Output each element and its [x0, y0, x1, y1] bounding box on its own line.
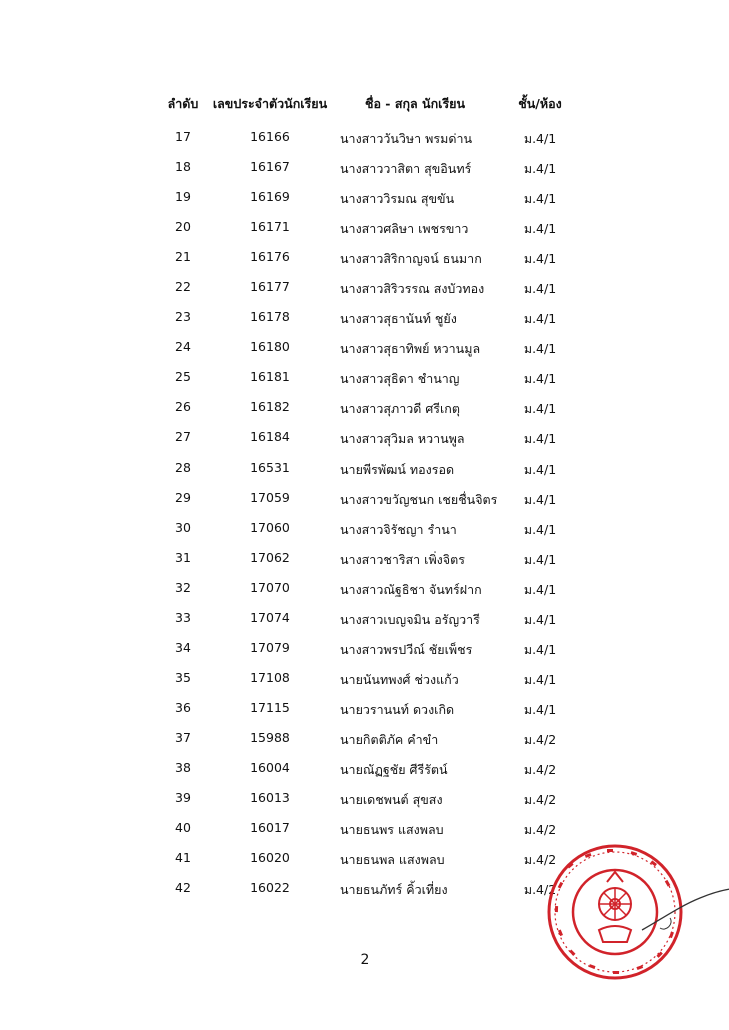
table-row	[0, 489, 729, 519]
row-room: ม.4/2	[523, 731, 557, 747]
row-name: นายพีรพัฒน์ ทองรอด	[340, 461, 455, 477]
table-row	[0, 308, 729, 338]
row-no: 40	[175, 820, 191, 836]
row-name: นางสาวศลิษา เพชรขาว	[340, 221, 469, 237]
row-name: นายเดชพนต์ สุขสง	[340, 792, 443, 808]
row-student-id: 17070	[250, 579, 290, 595]
row-student-id: 16169	[250, 189, 290, 205]
table-row	[0, 218, 729, 248]
row-name: นางสาววันวิษา พรมด่าน	[340, 131, 473, 146]
row-room: ม.4/1	[523, 371, 557, 387]
row-no: 26	[175, 399, 191, 415]
row-name: นายธนภัทร์ คิ้วเที่ยง	[340, 882, 448, 898]
row-no: 27	[175, 429, 191, 445]
table-row	[0, 248, 729, 278]
row-room: ม.4/1	[523, 701, 557, 717]
header-student-id: เลขประจำตัวนักเรียน	[212, 96, 328, 111]
row-student-id: 15988	[250, 729, 290, 745]
header-no: ลำดับ	[167, 96, 199, 111]
row-name: นางสาวสุภาวดี ศรีเกตุ	[340, 401, 460, 417]
row-student-id: 17108	[250, 669, 290, 685]
row-no: 34	[175, 639, 191, 655]
table-row	[0, 669, 729, 699]
row-room: ม.4/1	[523, 641, 557, 657]
row-no: 28	[175, 459, 191, 475]
row-no: 36	[175, 699, 191, 715]
row-name: นายกิตติภัค คำขำ	[340, 731, 439, 747]
row-student-id: 16177	[250, 279, 290, 295]
row-student-id: 17059	[250, 489, 290, 505]
table-row	[0, 188, 729, 218]
row-room: ม.4/1	[523, 401, 557, 417]
table-row	[0, 549, 729, 579]
table-row	[0, 398, 729, 428]
table-row	[0, 459, 729, 489]
table-row	[0, 759, 729, 789]
row-no: 22	[175, 279, 191, 295]
row-name: นางสาวสิริวรรณ สงบัวทอง	[340, 281, 485, 297]
row-no: 23	[175, 309, 191, 325]
row-room: ม.4/1	[523, 581, 557, 597]
row-no: 38	[175, 759, 191, 775]
row-name: นางสาวขวัญชนก เชยชื่นจิตร	[340, 491, 498, 507]
table-row	[0, 699, 729, 729]
row-name: นายณัฏฐชัย ศีรีรัตน์	[340, 761, 448, 777]
row-name: นายธนพล แสงพลบ	[340, 852, 445, 868]
table-row	[0, 639, 729, 669]
row-no: 30	[175, 519, 191, 535]
row-room: ม.4/1	[523, 281, 557, 297]
row-no: 19	[175, 189, 191, 205]
row-room: ม.4/1	[523, 191, 557, 207]
row-room: ม.4/1	[523, 611, 557, 627]
row-no: 35	[175, 669, 191, 685]
row-no: 42	[175, 880, 191, 896]
table-row	[0, 789, 729, 819]
row-room: ม.4/1	[523, 521, 557, 537]
table-row	[0, 278, 729, 308]
row-room: ม.4/1	[523, 551, 557, 567]
row-no: 33	[175, 609, 191, 625]
row-room: ม.4/1	[523, 491, 557, 507]
row-student-id: 16178	[250, 309, 290, 325]
page-number: 2	[360, 952, 370, 968]
row-student-id: 16166	[250, 129, 290, 144]
row-name: นายวรานนท์ ดวงเกิด	[340, 701, 455, 717]
row-name: นางสาววาสิตา สุขอินทร์	[340, 161, 472, 177]
row-no: 39	[175, 790, 191, 806]
row-no: 31	[175, 549, 191, 565]
row-name: นายธนพร แสงพลบ	[340, 822, 444, 838]
row-room: ม.4/1	[523, 311, 557, 327]
row-no: 29	[175, 489, 191, 505]
table-row	[0, 579, 729, 609]
row-name: นางสาวสุธานันท์ ชูยัง	[340, 311, 457, 327]
row-no: 20	[175, 219, 191, 235]
row-room: ม.4/2	[523, 822, 557, 838]
table-row	[0, 729, 729, 759]
row-room: ม.4/2	[523, 882, 557, 898]
row-student-id: 16184	[250, 429, 290, 445]
row-no: 41	[175, 850, 191, 866]
row-student-id: 16182	[250, 399, 290, 415]
row-no: 17	[175, 129, 191, 144]
row-student-id: 16176	[250, 249, 290, 265]
row-room: ม.4/2	[523, 792, 557, 808]
row-no: 37	[175, 729, 191, 745]
row-room: ม.4/1	[523, 431, 557, 447]
row-name: นางสาวเบญจมิน อรัญวารี	[340, 611, 480, 627]
row-room: ม.4/1	[523, 461, 557, 477]
row-room: ม.4/1	[523, 131, 557, 146]
table-header	[0, 94, 729, 114]
row-student-id: 16531	[250, 459, 290, 475]
row-name: นางสาววิรมณ สุขขัน	[340, 191, 455, 207]
row-no: 25	[175, 369, 191, 385]
row-student-id: 16180	[250, 339, 290, 355]
row-no: 24	[175, 339, 191, 355]
table-row	[0, 368, 729, 398]
row-name: นางสาวสุวิมล หวานพูล	[340, 431, 465, 447]
table-row	[0, 338, 729, 368]
row-no: 21	[175, 249, 191, 265]
row-name: นางสาวชาริสา เพิ่งจิตร	[340, 551, 465, 567]
row-student-id: 16022	[250, 880, 290, 896]
row-student-id: 16171	[250, 219, 290, 235]
signature-icon	[640, 880, 729, 940]
table-row	[0, 519, 729, 549]
row-name: นายนันทพงศ์ ช่วงแก้ว	[340, 671, 459, 687]
header-name: ชื่อ - สกุล นักเรียน	[364, 96, 466, 111]
row-student-id: 17062	[250, 549, 290, 565]
row-student-id: 16181	[250, 369, 290, 385]
row-student-id: 16020	[250, 850, 290, 866]
row-student-id: 16013	[250, 790, 290, 806]
table-row	[0, 609, 729, 639]
table-row	[0, 428, 729, 458]
row-student-id: 17074	[250, 609, 290, 625]
row-room: ม.4/1	[523, 671, 557, 687]
row-room: ม.4/1	[523, 251, 557, 267]
header-room: ชั้น/ห้อง	[518, 96, 562, 111]
row-name: นางสาวณัฐธิชา จันทร์ฝาก	[340, 581, 482, 597]
row-name: นางสาวพรปวีณ์ ชัยเพ็ชร	[340, 641, 473, 657]
row-room: ม.4/2	[523, 761, 557, 777]
row-student-id: 16167	[250, 159, 290, 175]
row-no: 18	[175, 159, 191, 175]
row-student-id: 17060	[250, 519, 290, 535]
row-student-id: 16004	[250, 759, 290, 775]
table-row	[0, 158, 729, 188]
table-row	[0, 128, 729, 158]
student-table	[0, 128, 729, 909]
row-name: นางสาวสุธาทิพย์ หวานมูล	[340, 341, 481, 357]
row-room: ม.4/1	[523, 221, 557, 237]
row-student-id: 16017	[250, 820, 290, 836]
row-student-id: 17115	[250, 699, 290, 715]
row-room: ม.4/2	[523, 852, 557, 868]
row-name: นางสาวจิรัชญา รำนา	[340, 521, 457, 537]
row-room: ม.4/1	[523, 161, 557, 177]
row-student-id: 17079	[250, 639, 290, 655]
row-name: นางสาวสุธิดา ชำนาญ	[340, 371, 460, 387]
row-room: ม.4/1	[523, 341, 557, 357]
row-name: นางสาวสิริกาญจน์ ธนมาก	[340, 251, 482, 267]
row-no: 32	[175, 579, 191, 595]
